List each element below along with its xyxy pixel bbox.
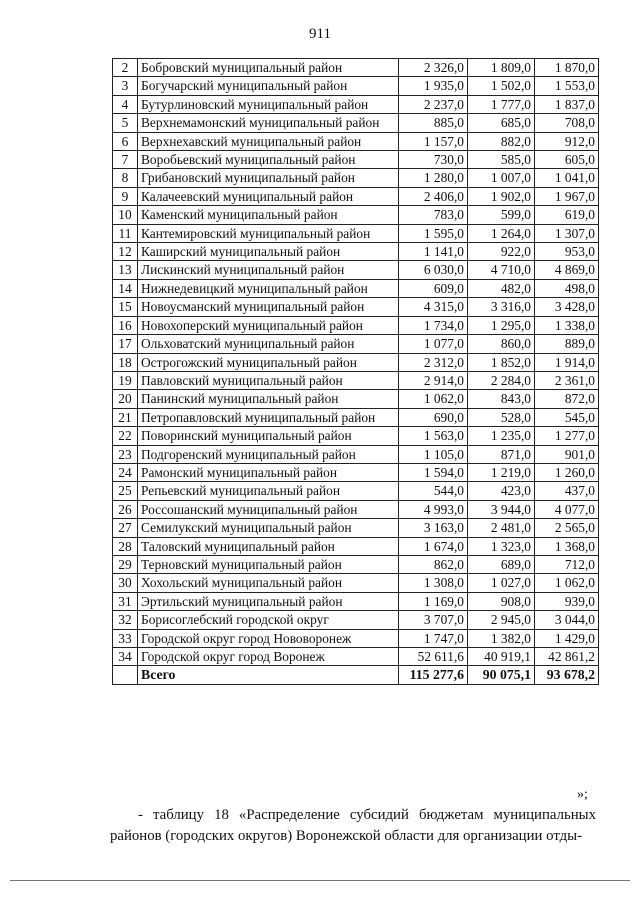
district-name: Хохольский муниципальный район <box>138 574 399 592</box>
district-name: Лискинский муниципальный район <box>138 261 399 279</box>
value-col-3: 437,0 <box>535 482 599 500</box>
table-row <box>113 537 599 555</box>
table-row <box>113 224 599 242</box>
value-col-1: 3 163,0 <box>399 519 468 537</box>
value-col-2: 1 382,0 <box>468 629 535 647</box>
value-col-1: 1 157,0 <box>399 132 468 150</box>
row-number: 15 <box>113 298 138 316</box>
value-col-3: 1 870,0 <box>535 59 599 77</box>
value-col-3: 1 553,0 <box>535 77 599 95</box>
value-col-1: 1 141,0 <box>399 243 468 261</box>
table-row <box>113 132 599 150</box>
table-row <box>113 298 599 316</box>
value-col-2: 1 777,0 <box>468 95 535 113</box>
value-col-3: 1 429,0 <box>535 629 599 647</box>
value-col-3: 3 428,0 <box>535 298 599 316</box>
table-row <box>113 482 599 500</box>
value-col-1: 52 611,6 <box>399 648 468 666</box>
table-row <box>113 206 599 224</box>
value-col-3: 2 361,0 <box>535 371 599 389</box>
district-name: Городской округ город Воронеж <box>138 648 399 666</box>
value-col-3: 912,0 <box>535 132 599 150</box>
value-col-3: 619,0 <box>535 206 599 224</box>
district-name: Борисоглебский городской округ <box>138 611 399 629</box>
value-col-1: 783,0 <box>399 206 468 224</box>
subsidy-distribution-table <box>112 58 599 685</box>
district-name: Петропавловский муниципальный район <box>138 408 399 426</box>
value-col-2: 3 944,0 <box>468 500 535 518</box>
table-body <box>113 59 599 685</box>
row-number: 12 <box>113 243 138 261</box>
value-col-3: 1 277,0 <box>535 427 599 445</box>
closing-quote: »; <box>577 787 588 802</box>
table-row <box>113 279 599 297</box>
value-col-2: 1 902,0 <box>468 187 535 205</box>
table-row <box>113 151 599 169</box>
value-col-2: 528,0 <box>468 408 535 426</box>
value-col-1: 1 563,0 <box>399 427 468 445</box>
district-name: Каширский муниципальный район <box>138 243 399 261</box>
district-name: Эртильский муниципальный район <box>138 592 399 610</box>
value-col-1: 690,0 <box>399 408 468 426</box>
value-col-2: 599,0 <box>468 206 535 224</box>
value-col-1: 862,0 <box>399 555 468 573</box>
value-col-3: 4 077,0 <box>535 500 599 518</box>
value-col-1: 609,0 <box>399 279 468 297</box>
district-name: Новоусманский муниципальный район <box>138 298 399 316</box>
value-col-1: 2 326,0 <box>399 59 468 77</box>
row-number: 7 <box>113 151 138 169</box>
value-col-1: 1 674,0 <box>399 537 468 555</box>
district-name: Нижнедевицкий муниципальный район <box>138 279 399 297</box>
value-col-1: 1 594,0 <box>399 463 468 481</box>
table-row <box>113 77 599 95</box>
row-number: 25 <box>113 482 138 500</box>
row-number: 24 <box>113 463 138 481</box>
value-col-3: 901,0 <box>535 445 599 463</box>
district-name: Острогожский муниципальный район <box>138 353 399 371</box>
value-col-3: 939,0 <box>535 592 599 610</box>
value-col-1: 4 993,0 <box>399 500 468 518</box>
district-name: Ольховатский муниципальный район <box>138 335 399 353</box>
value-col-2: 2 284,0 <box>468 371 535 389</box>
district-name: Панинский муниципальный район <box>138 390 399 408</box>
value-col-3: 545,0 <box>535 408 599 426</box>
value-col-1: 1 734,0 <box>399 316 468 334</box>
table-row <box>113 335 599 353</box>
value-col-1: 2 406,0 <box>399 187 468 205</box>
value-col-2: 423,0 <box>468 482 535 500</box>
value-col-2: 482,0 <box>468 279 535 297</box>
value-col-2: 2 945,0 <box>468 611 535 629</box>
page-number: 911 <box>309 26 331 42</box>
value-col-2: 1 027,0 <box>468 574 535 592</box>
table-row <box>113 353 599 371</box>
district-name: Новохоперский муниципальный район <box>138 316 399 334</box>
value-col-2: 1 264,0 <box>468 224 535 242</box>
value-col-2: 585,0 <box>468 151 535 169</box>
value-col-2: 871,0 <box>468 445 535 463</box>
row-number: 33 <box>113 629 138 647</box>
value-col-3: 498,0 <box>535 279 599 297</box>
value-col-3: 708,0 <box>535 114 599 132</box>
row-number: 16 <box>113 316 138 334</box>
table-row <box>113 243 599 261</box>
value-col-2: 4 710,0 <box>468 261 535 279</box>
row-number: 27 <box>113 519 138 537</box>
row-number: 18 <box>113 353 138 371</box>
value-col-2: 1 852,0 <box>468 353 535 371</box>
value-col-2: 882,0 <box>468 132 535 150</box>
district-name: Семилукский муниципальный район <box>138 519 399 537</box>
value-col-3: 93 678,2 <box>535 666 599 684</box>
row-number: 5 <box>113 114 138 132</box>
district-name: Бутурлиновский муниципальный район <box>138 95 399 113</box>
value-col-3: 1 914,0 <box>535 353 599 371</box>
value-col-3: 1 837,0 <box>535 95 599 113</box>
table-row <box>113 316 599 334</box>
value-col-2: 3 316,0 <box>468 298 535 316</box>
value-col-2: 1 219,0 <box>468 463 535 481</box>
row-number: 32 <box>113 611 138 629</box>
value-col-2: 685,0 <box>468 114 535 132</box>
district-name: Верхнехавский муниципальный район <box>138 132 399 150</box>
value-col-3: 4 869,0 <box>535 261 599 279</box>
row-number: 11 <box>113 224 138 242</box>
row-number <box>113 666 138 684</box>
value-col-3: 889,0 <box>535 335 599 353</box>
table-row <box>113 187 599 205</box>
value-col-2: 1 809,0 <box>468 59 535 77</box>
row-number: 20 <box>113 390 138 408</box>
continuation-paragraph <box>110 805 596 847</box>
row-number: 4 <box>113 95 138 113</box>
value-col-2: 1 502,0 <box>468 77 535 95</box>
district-name: Терновский муниципальный район <box>138 555 399 573</box>
value-col-2: 922,0 <box>468 243 535 261</box>
table-row <box>113 519 599 537</box>
district-name: Таловский муниципальный район <box>138 537 399 555</box>
table-row <box>113 59 599 77</box>
row-number: 8 <box>113 169 138 187</box>
value-col-2: 1 235,0 <box>468 427 535 445</box>
value-col-1: 1 595,0 <box>399 224 468 242</box>
value-col-2: 1 007,0 <box>468 169 535 187</box>
district-name: Воробьевский муниципальный район <box>138 151 399 169</box>
district-name: Каменский муниципальный район <box>138 206 399 224</box>
value-col-2: 908,0 <box>468 592 535 610</box>
value-col-2: 1 323,0 <box>468 537 535 555</box>
continuation-text: - таблицу 18 «Распределение субсидий бюджетам муниципальных районов (городских округов) Воронежской области для организации отды- <box>110 807 596 844</box>
value-col-2: 2 481,0 <box>468 519 535 537</box>
value-col-3: 605,0 <box>535 151 599 169</box>
row-number: 21 <box>113 408 138 426</box>
value-col-1: 885,0 <box>399 114 468 132</box>
bottom-rule <box>10 880 630 881</box>
table-row <box>113 427 599 445</box>
district-name: Россошанский муниципальный район <box>138 500 399 518</box>
value-col-1: 1 077,0 <box>399 335 468 353</box>
district-name: Репьевский муниципальный район <box>138 482 399 500</box>
value-col-1: 2 312,0 <box>399 353 468 371</box>
district-name: Грибановский муниципальный район <box>138 169 399 187</box>
row-number: 31 <box>113 592 138 610</box>
value-col-3: 1 062,0 <box>535 574 599 592</box>
table-row <box>113 555 599 573</box>
value-col-2: 1 295,0 <box>468 316 535 334</box>
value-col-3: 1 307,0 <box>535 224 599 242</box>
district-name: Поворинский муниципальный район <box>138 427 399 445</box>
row-number: 14 <box>113 279 138 297</box>
district-name: Бобровский муниципальный район <box>138 59 399 77</box>
value-col-3: 712,0 <box>535 555 599 573</box>
table-row <box>113 95 599 113</box>
district-name: Верхнемамонский муниципальный район <box>138 114 399 132</box>
table-row <box>113 500 599 518</box>
table-row <box>113 611 599 629</box>
value-col-1: 1 280,0 <box>399 169 468 187</box>
row-number: 28 <box>113 537 138 555</box>
table-row <box>113 629 599 647</box>
value-col-3: 953,0 <box>535 243 599 261</box>
row-number: 23 <box>113 445 138 463</box>
district-name: Богучарский муниципальный район <box>138 77 399 95</box>
value-col-1: 3 707,0 <box>399 611 468 629</box>
value-col-3: 872,0 <box>535 390 599 408</box>
value-col-1: 1 062,0 <box>399 390 468 408</box>
table-row <box>113 574 599 592</box>
value-col-3: 1 338,0 <box>535 316 599 334</box>
row-number: 19 <box>113 371 138 389</box>
value-col-3: 42 861,2 <box>535 648 599 666</box>
table-row <box>113 390 599 408</box>
value-col-2: 843,0 <box>468 390 535 408</box>
table-row <box>113 648 599 666</box>
value-col-1: 544,0 <box>399 482 468 500</box>
row-number: 34 <box>113 648 138 666</box>
table-row <box>113 114 599 132</box>
district-name: Павловский муниципальный район <box>138 371 399 389</box>
row-number: 13 <box>113 261 138 279</box>
value-col-3: 2 565,0 <box>535 519 599 537</box>
value-col-3: 1 967,0 <box>535 187 599 205</box>
district-name: Городской округ город Нововоронеж <box>138 629 399 647</box>
row-number: 26 <box>113 500 138 518</box>
value-col-3: 1 041,0 <box>535 169 599 187</box>
row-number: 17 <box>113 335 138 353</box>
row-number: 3 <box>113 77 138 95</box>
row-number: 2 <box>113 59 138 77</box>
row-number: 6 <box>113 132 138 150</box>
district-name: Калачеевский муниципальный район <box>138 187 399 205</box>
value-col-1: 730,0 <box>399 151 468 169</box>
value-col-2: 90 075,1 <box>468 666 535 684</box>
value-col-1: 1 105,0 <box>399 445 468 463</box>
table-row <box>113 445 599 463</box>
table-row <box>113 592 599 610</box>
row-number: 30 <box>113 574 138 592</box>
table-row <box>113 408 599 426</box>
table-row <box>113 463 599 481</box>
row-number: 10 <box>113 206 138 224</box>
value-col-2: 860,0 <box>468 335 535 353</box>
row-number: 29 <box>113 555 138 573</box>
row-number: 9 <box>113 187 138 205</box>
district-name: Кантемировский муниципальный район <box>138 224 399 242</box>
district-name: Подгоренский муниципальный район <box>138 445 399 463</box>
value-col-2: 40 919,1 <box>468 648 535 666</box>
row-number: 22 <box>113 427 138 445</box>
value-col-1: 2 237,0 <box>399 95 468 113</box>
table-total-row <box>113 666 599 684</box>
value-col-1: 1 308,0 <box>399 574 468 592</box>
value-col-3: 1 368,0 <box>535 537 599 555</box>
value-col-1: 1 169,0 <box>399 592 468 610</box>
value-col-1: 1 935,0 <box>399 77 468 95</box>
value-col-1: 115 277,6 <box>399 666 468 684</box>
value-col-1: 1 747,0 <box>399 629 468 647</box>
value-col-1: 6 030,0 <box>399 261 468 279</box>
value-col-3: 1 260,0 <box>535 463 599 481</box>
value-col-3: 3 044,0 <box>535 611 599 629</box>
value-col-2: 689,0 <box>468 555 535 573</box>
value-col-1: 2 914,0 <box>399 371 468 389</box>
district-name: Всего <box>138 666 399 684</box>
table-row <box>113 169 599 187</box>
value-col-1: 4 315,0 <box>399 298 468 316</box>
table-row <box>113 261 599 279</box>
district-name: Рамонский муниципальный район <box>138 463 399 481</box>
table-row <box>113 371 599 389</box>
